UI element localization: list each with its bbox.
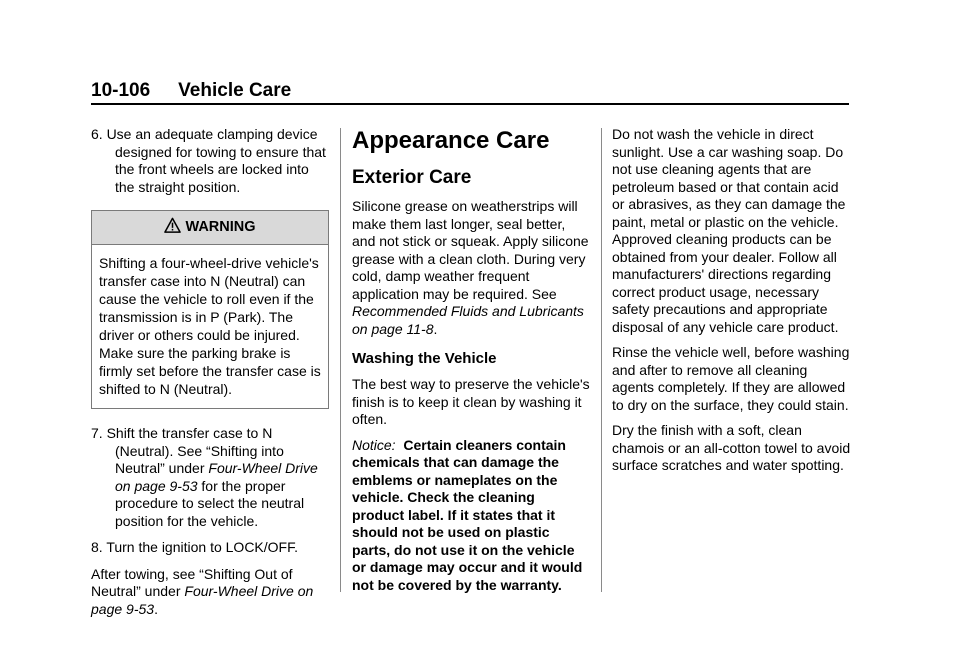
warning-icon <box>164 217 181 234</box>
notice <box>352 437 590 595</box>
after-towing <box>91 566 329 619</box>
step-7-text-end: for the proper procedure to select the neutral position for the vehicle. <box>115 477 305 529</box>
page-header <box>91 80 291 102</box>
heading-appearance-care: Appearance Care <box>352 127 550 154</box>
heading-washing: Washing the Vehicle <box>352 350 497 367</box>
column-divider-2 <box>601 128 602 592</box>
page-number: 10-106 <box>91 80 151 101</box>
step-7 <box>91 425 329 530</box>
after-towing-text: After towing, see “Shifting Out of Neutral” under <box>91 565 293 599</box>
column-divider-1 <box>340 128 341 592</box>
silicone-end: . <box>433 320 438 337</box>
section-title: Vehicle Care <box>178 80 292 101</box>
step-8: 8. Turn the ignition to LOCK/OFF. <box>91 539 298 555</box>
fluids-link[interactable]: Recommended Fluids and Lubricants on page 11-8 <box>352 303 584 337</box>
warning-text: Shifting a four-wheel-drive vehicle's transfer case into N (Neutral) can cause the vehicle to roll even if the transmission is in P (Park). The driver or others could be injured. Make sure the parking brake is firmly set before the transfer case is shifted to N (Neutral). <box>99 255 321 397</box>
notice-label: Notice: <box>352 436 396 453</box>
paragraph-direct-sunlight: Do not wash the vehicle in direct sunlight. Use a car washing soap. Do not use cleaning agents that are petroleum based or that contain acid or abrasives, as they can damage the paint, metal or plastic on the vehicle. Approved cleaning products can be obtained from your dealer. Follow all manufacturers' directions regarding correct product usage, necessary safety precautions and appropriate disposal of any vehicle care product. <box>612 126 846 335</box>
column-3 <box>612 126 852 483</box>
step-6: 6. Use an adequate clamping device designed for towing to ensure that the front wheels are locked into the straight position. <box>91 126 326 195</box>
warning-header <box>92 211 328 245</box>
after-towing-end: . <box>154 600 158 617</box>
notice-text: Certain cleaners contain chemicals that can damage the emblems or nameplates on the vehicle. Check the cleaning product label. If it states that it should not be used on plastic parts, do not use it on the vehicle or damage may occur and it would not be covered by the warranty. <box>352 436 583 593</box>
paragraph-dry: Dry the finish with a soft, clean chamois or an all-cotton towel to avoid surface scratches and water spotting. <box>612 422 851 473</box>
warning-box <box>91 210 329 409</box>
column-1 <box>91 126 329 626</box>
heading-exterior-care: Exterior Care <box>352 167 472 188</box>
warning-title: WARNING <box>185 219 256 235</box>
header-rule <box>91 103 849 105</box>
step-7-link[interactable]: Four-Wheel Drive on page 9-53 <box>115 460 318 494</box>
silicone-text: Silicone grease on weatherstrips will make them last longer, seal better, and not stick or squeak. Apply silicone grease with a clean cloth. During very cold, damp weather frequent application may be required. See <box>352 198 589 302</box>
paragraph-silicone <box>352 198 590 338</box>
column-2 <box>352 126 590 602</box>
after-towing-link[interactable]: Four-Wheel Drive on page 9-53 <box>91 583 314 617</box>
step-7-text: 7. Shift the transfer case to N (Neutral). See “Shifting into Neutral” under <box>91 425 284 476</box>
paragraph-washing: The best way to preserve the vehicle's finish is to keep it clean by washing it often. <box>352 376 590 427</box>
paragraph-rinse: Rinse the vehicle well, before washing and after to remove all cleaning agents completely. If they are allowed to dry on the surface, they could stain. <box>612 344 850 413</box>
